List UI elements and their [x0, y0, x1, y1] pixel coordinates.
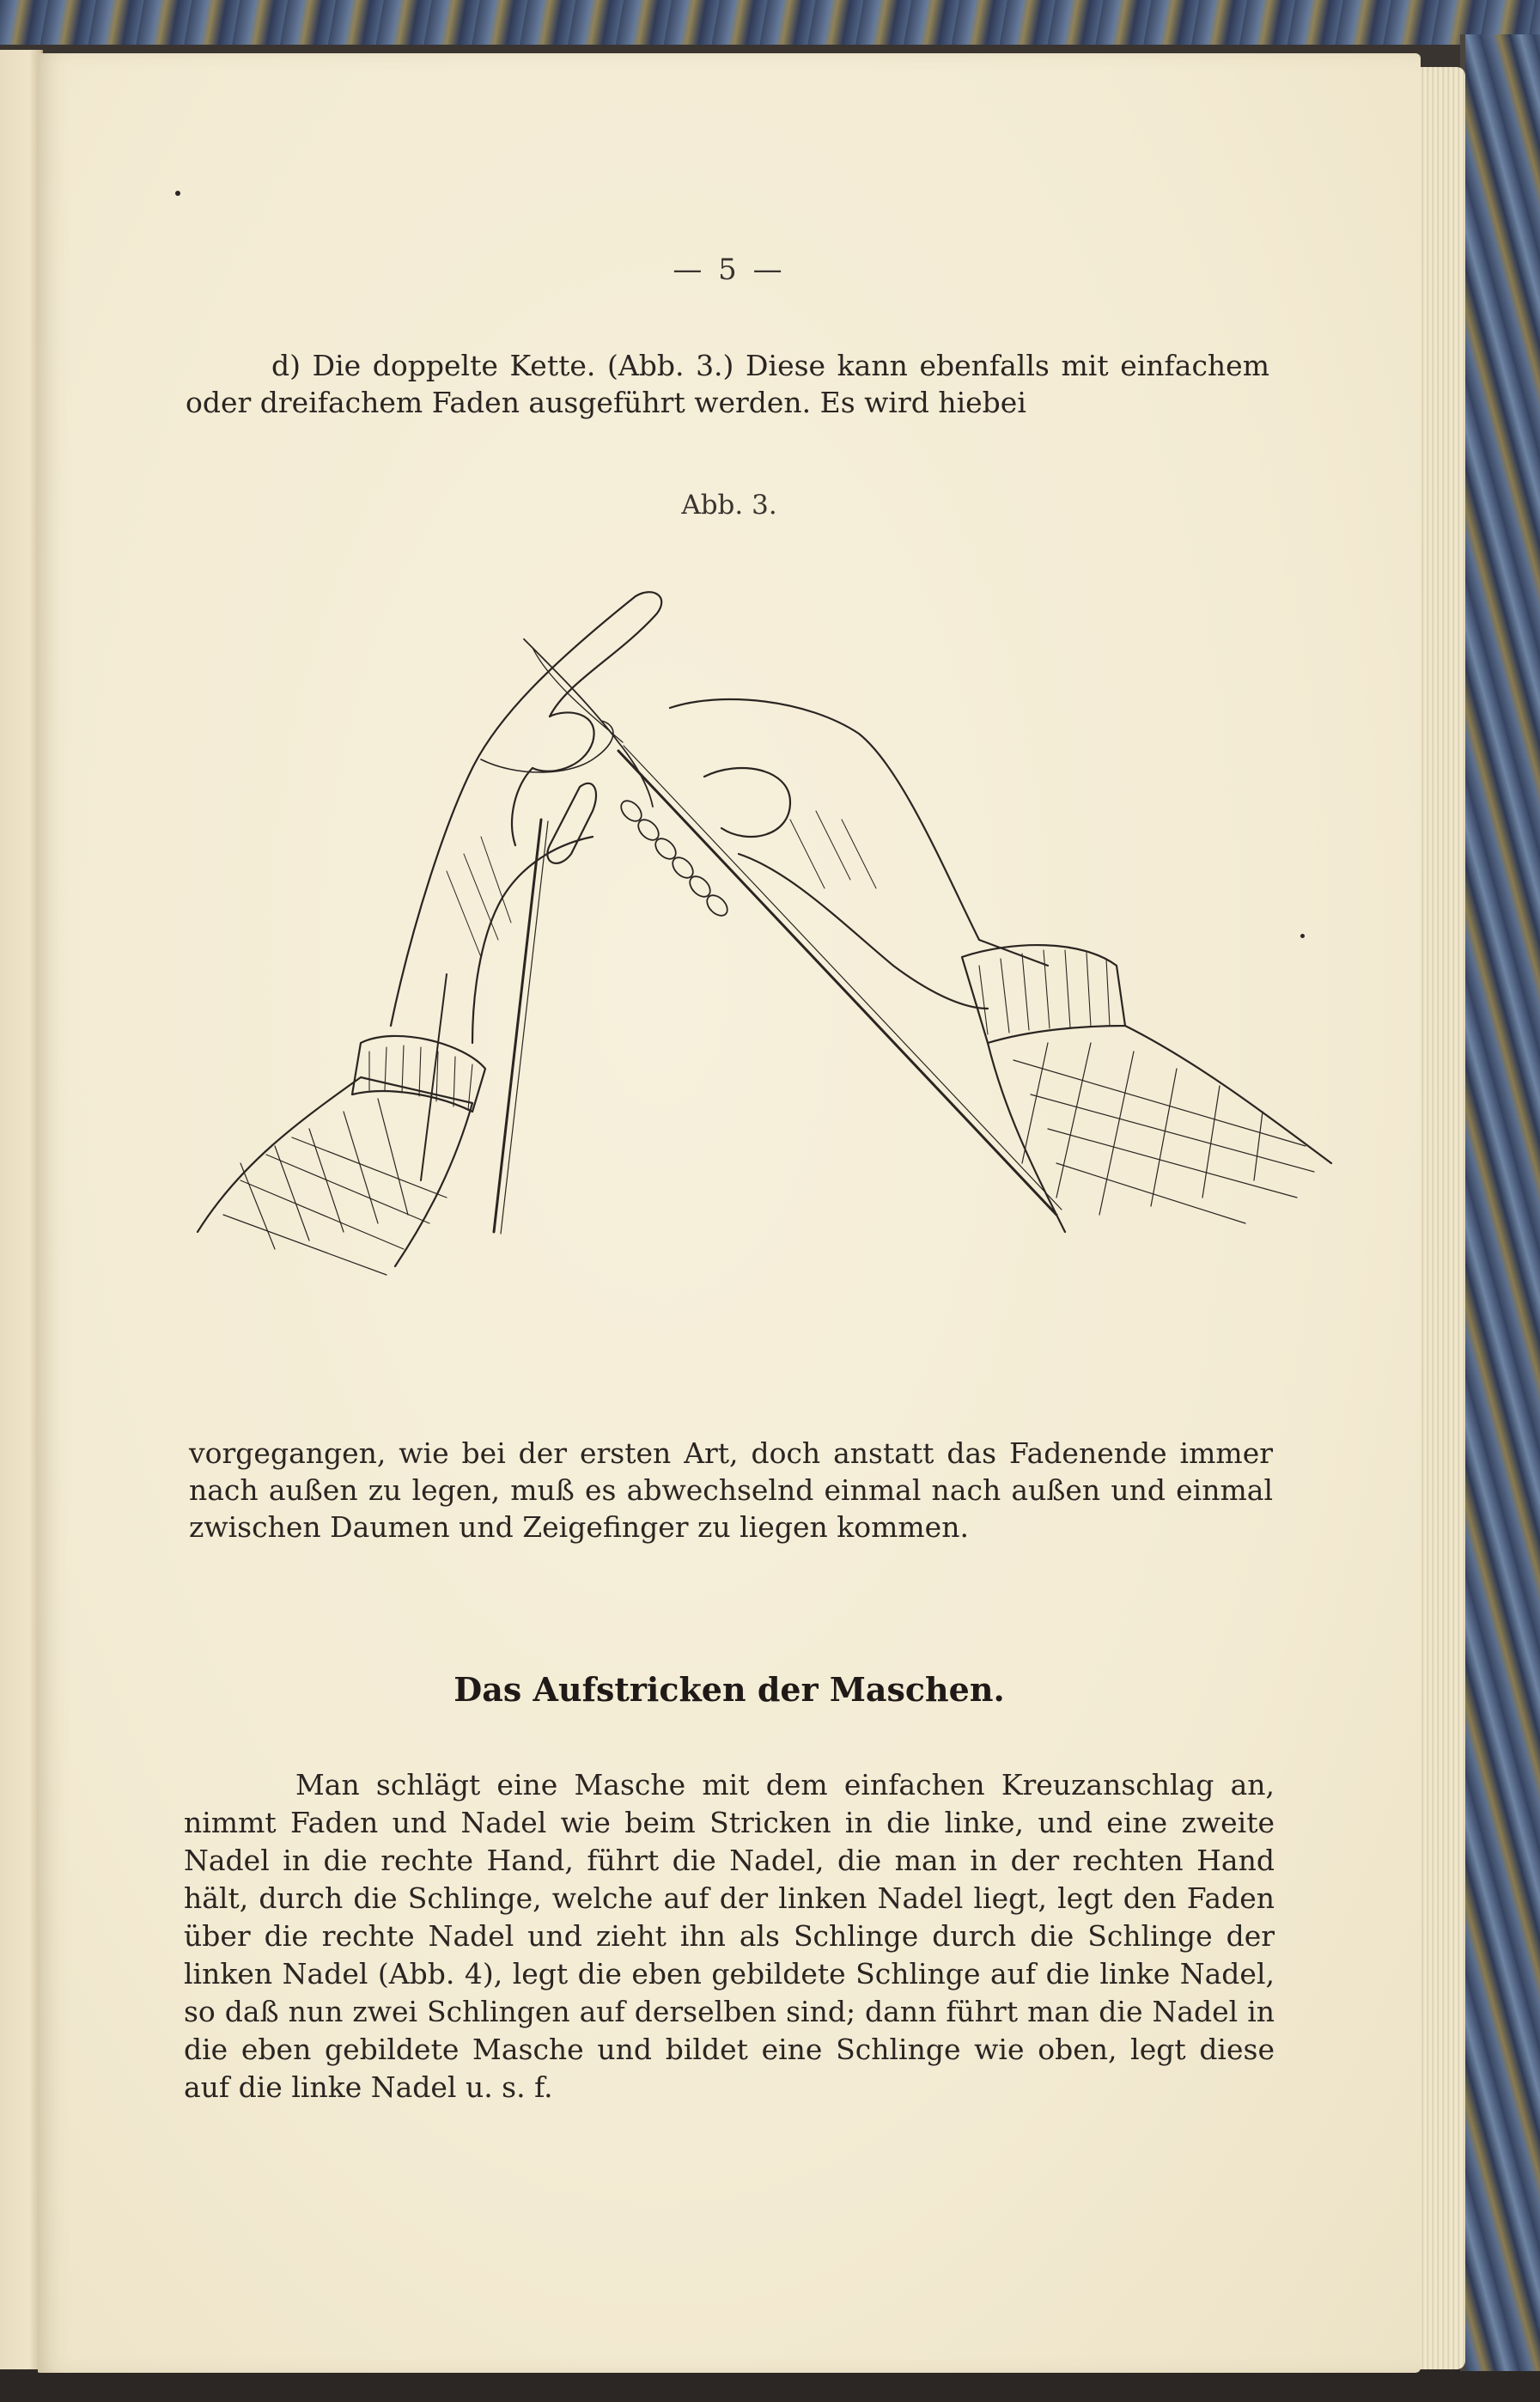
right-cuff	[962, 945, 1125, 1043]
right-needle	[618, 751, 1056, 1215]
right-hand-outline	[670, 699, 1048, 966]
marbled-cover-top	[0, 0, 1540, 45]
paragraph-double-chain: d) Die doppelte Kette. (Abb. 3.) Diese kann ebenfalls mit einfachem oder dreifachem Faden ausgeführt werden. Es wird hiebei	[186, 349, 1269, 419]
left-cuff	[352, 1036, 485, 1112]
marbled-cover-edge	[1460, 34, 1540, 2371]
paragraph-continuation: vorgegangen, wie bei der ersten Art, doch anstatt das Fadenende immer nach außen zu legen, muß es abwechselnd einmal nach außen und einmal zwischen Daumen und Zeigefinger zu liegen kommen.	[189, 1436, 1273, 1544]
knitting-hands-illustration	[189, 562, 1340, 1352]
page-number: — 5 —	[673, 253, 786, 287]
right-fingers	[704, 768, 790, 837]
chain-stitches	[618, 797, 732, 920]
previous-page-edge	[0, 50, 43, 2369]
right-sleeve	[988, 1026, 1331, 1232]
paragraph-casting-on: Man schlägt eine Masche mit dem einfachen Kreuzanschlag an, nimmt Faden und Nadel wie beim Stricken in die linke, und eine zweite Nadel in die rechte Hand, führt die Nadel, die man in der rechten Hand hält, durch die Schlinge, welche auf der linken Nadel liegt, legt den Faden über die rechte Nadel und zieht ihn als Schlinge durch die Schlinge der linken Nadel (Abb. 4), legt die eben gebildete Schlinge auf die linke Nadel, so daß nun zwei Schlingen auf derselben sind; dann führt man die Nadel in die eben gebildete Masche und bildet eine Schlinge wie oben, legt diese auf die linke Nadel u. s. f.	[184, 1768, 1275, 2104]
section-heading: Das Aufstricken der Maschen.	[453, 1670, 1005, 1709]
figure-caption: Abb. 3.	[681, 490, 777, 521]
left-sleeve	[198, 1077, 472, 1266]
left-fingertip	[547, 783, 596, 863]
left-needle	[494, 820, 541, 1232]
ink-speck	[175, 191, 180, 196]
thread-strand	[421, 974, 447, 1180]
book-page	[38, 53, 1421, 2373]
left-thumb	[533, 712, 594, 771]
